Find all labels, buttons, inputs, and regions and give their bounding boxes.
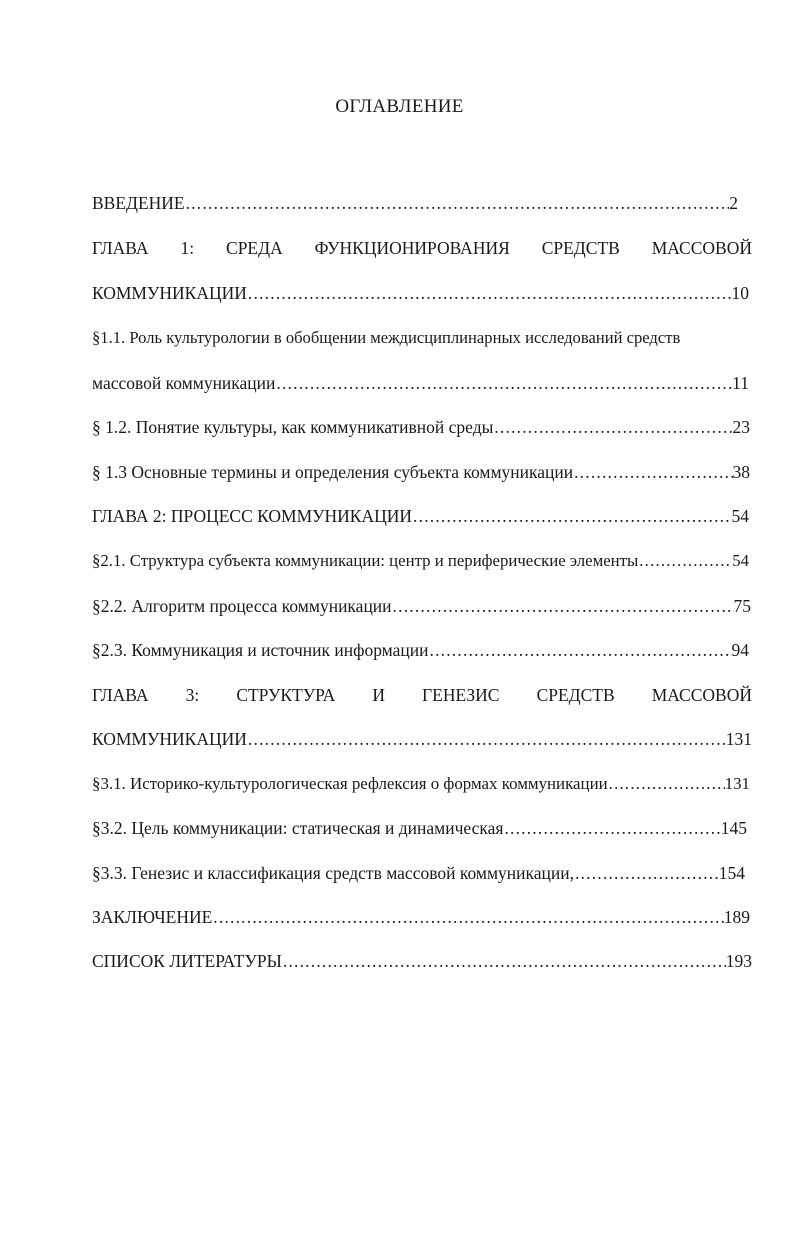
toc-entry-text: § 1.2. Понятие культуры, как коммуникативной среды [92,417,494,437]
toc-entry-page: 145 [720,818,747,838]
toc-entry-text: §2.3. Коммуникация и источник информации [92,640,429,660]
toc-section-1-1-line2[interactable] [92,370,749,396]
toc-section-1-2[interactable] [92,414,750,440]
toc-section-1-3[interactable] [92,459,750,485]
leader-dots [412,503,731,529]
leader-dots [493,414,732,440]
toc-entry-text: ГЛАВА 2: ПРОЦЕСС КОММУНИКАЦИИ [92,506,413,526]
toc-entry-page: 54 [732,551,749,570]
toc-entry-page: 38 [732,462,750,482]
toc-entry-text: ВВЕДЕНИЕ [92,193,185,213]
toc-entry-text: §2.2. Алгоритм процесса коммуникации [92,596,392,616]
heading-word: ГЛАВА [92,238,149,258]
heading-word: ФУНКЦИОНИРОВАНИЯ [314,238,510,258]
leader-dots [574,860,719,886]
toc-chapter-1-continuation[interactable] [92,280,749,306]
toc-entry-text: §1.1. Роль культурологии в обобщении междисциплинарных исследований средств [92,328,681,347]
heading-word: ГЕНЕЗИС [422,685,500,705]
toc-entry-text: §3.3. Генезис и классификация средств массовой коммуникации, [92,863,574,883]
toc-entry-page: 131 [725,729,752,749]
toc-entry-text: массовой коммуникации [92,373,276,393]
heading-word: СРЕДСТВ [536,685,615,705]
toc-entry-text: КОММУНИКАЦИИ [92,729,247,749]
leader-dots [247,280,732,306]
toc-section-3-1[interactable] [92,771,750,797]
toc-chapter-1-heading[interactable] [92,235,752,261]
heading-word: СРЕДА [226,238,283,258]
leader-dots [392,593,734,619]
toc-conclusion[interactable] [92,904,750,930]
toc-entry-text: § 1.3 Основные термины и определения субъекта коммуникации [92,462,574,482]
toc-entry-text: ЗАКЛЮЧЕНИЕ [92,907,213,927]
leader-dots [282,948,726,974]
heading-word: 1: [180,238,195,258]
toc-bibliography[interactable] [92,948,752,974]
leader-dots [608,771,725,797]
leader-dots [275,370,732,396]
toc-entry-page: 154 [718,863,745,883]
toc-entry-page: 11 [732,373,749,393]
toc-chapter-2[interactable] [92,503,749,529]
toc-entry-page: 2 [729,193,738,213]
toc-entry-page: 23 [732,417,750,437]
toc-section-3-2[interactable] [92,815,747,841]
toc-entry-text: КОММУНИКАЦИИ [92,283,247,303]
leader-dots [503,815,720,841]
toc-section-3-3[interactable] [92,860,745,886]
toc-entry-page: 193 [725,951,752,971]
toc-entry-page: 10 [731,283,749,303]
toc-entry-text: §3.1. Историко-культурологическая рефлексия о формах коммуникации [92,774,608,793]
toc-entry-page: 75 [733,596,751,616]
toc-entry-text: §2.1. Структура субъекта коммуникации: центр и периферические элементы [92,551,639,570]
leader-dots [247,726,726,752]
heading-word: СРЕДСТВ [541,238,620,258]
heading-word: 3: [185,685,200,705]
heading-word: И [372,685,385,705]
leader-dots [573,459,732,485]
leader-dots [638,548,732,574]
toc-section-2-3[interactable] [92,637,749,663]
leader-dots [185,190,730,216]
toc-entry-text: СПИСОК ЛИТЕРАТУРЫ [92,951,282,971]
page-title: ОГЛАВЛЕНИЕ [335,96,464,117]
toc-entry-text: §3.2. Цель коммуникации: статическая и динамическая [92,818,504,838]
toc-section-1-1-line1[interactable] [92,325,752,351]
heading-word: СТРУКТУРА [236,685,336,705]
leader-dots [429,637,732,663]
toc-entry-page: 189 [723,907,750,927]
toc-chapter-3-heading[interactable] [92,682,752,708]
toc-entry-page: 94 [731,640,749,660]
toc-entry-introduction[interactable] [92,190,738,216]
toc-section-2-2[interactable] [92,593,751,619]
heading-word: ГЛАВА [92,685,149,705]
toc-section-2-1[interactable] [92,548,749,574]
heading-word: МАССОВОЙ [651,685,752,705]
leader-dots [212,904,723,930]
toc-entry-page: 54 [731,506,749,526]
toc-chapter-3-continuation[interactable] [92,726,752,752]
toc-entry-page: 131 [724,774,750,793]
heading-word: МАССОВОЙ [651,238,752,258]
